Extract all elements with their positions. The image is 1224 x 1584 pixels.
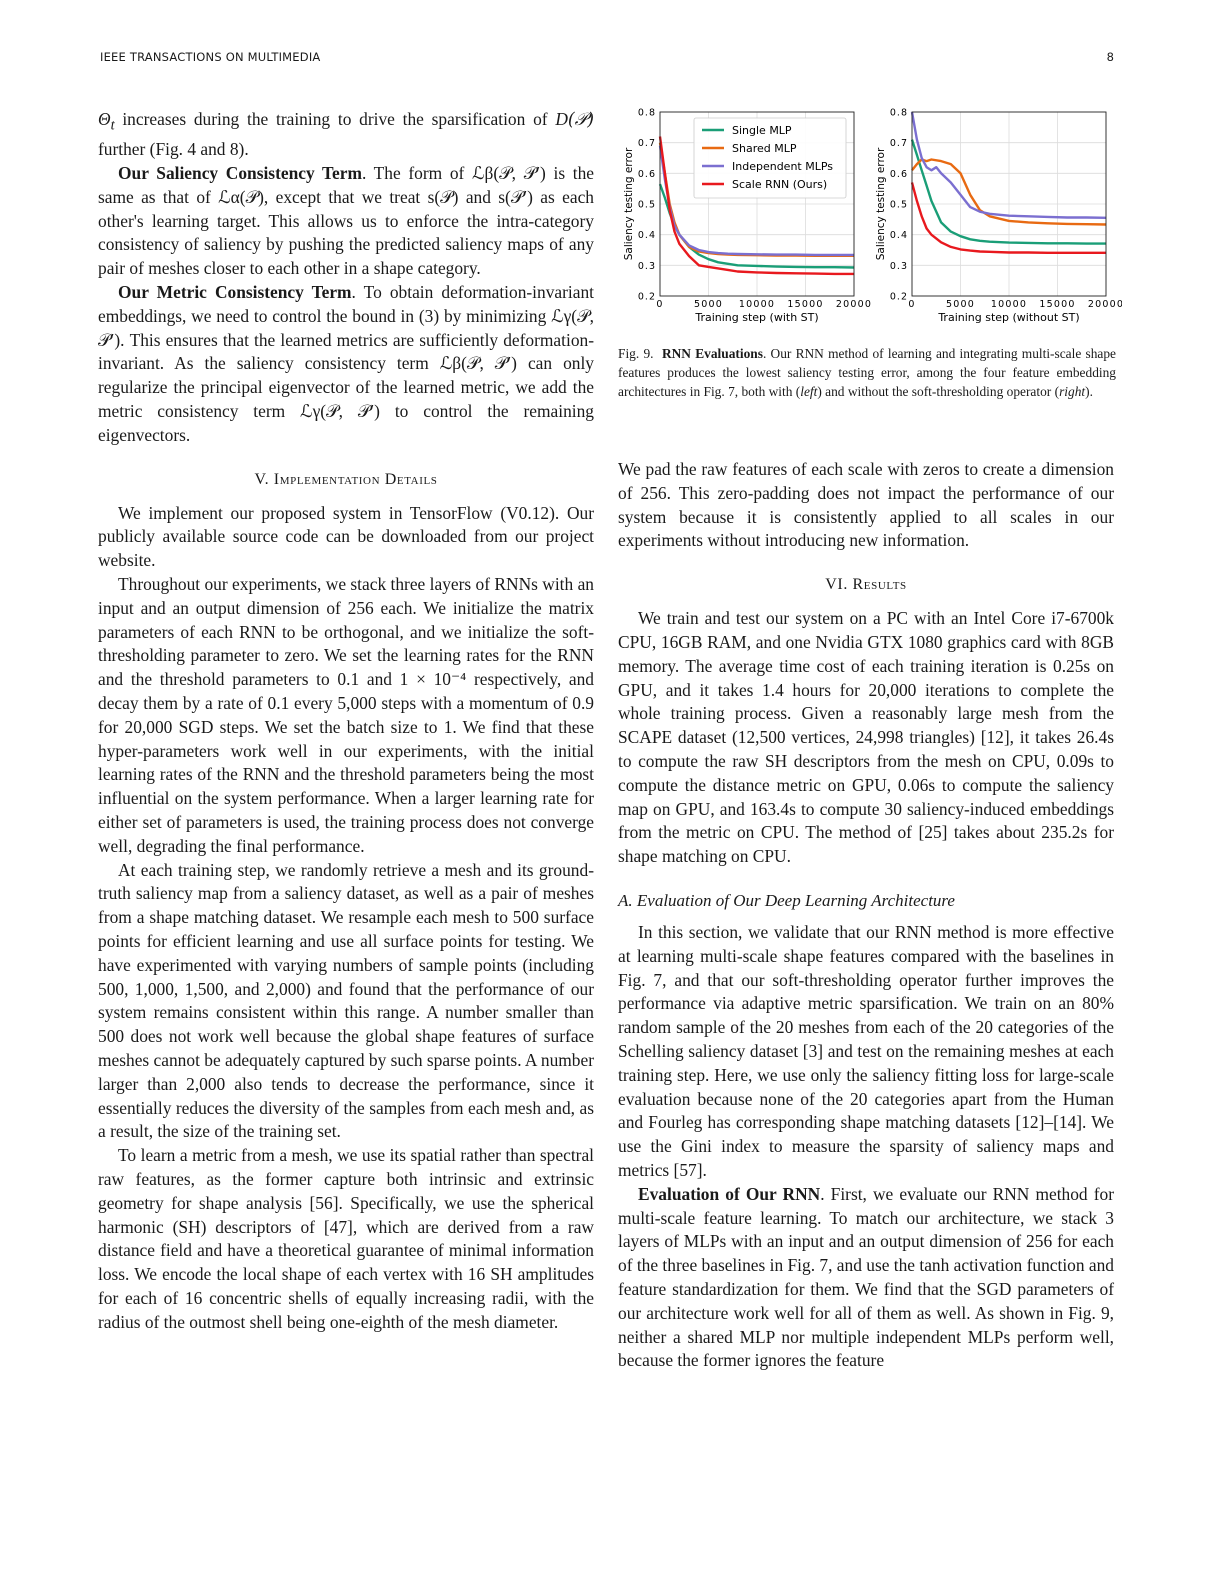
caption-text-a: . Our RNN method of learning and integrating multi-scale shape features produces the lowest saliency testing error, among the four feature embedding architectures in Fig. 7, both with ( bbox=[618, 346, 1116, 399]
caption-text-c: ). bbox=[1085, 384, 1093, 399]
chart2-x-tick-label: 0 bbox=[908, 299, 916, 310]
paragraph-zero-padding: We pad the raw features of each scale with zeros to create a dimension of 256. This zero-padding does not impact the performance of our system because it is consistently applied to all scales in our experiments without introducing new information. bbox=[618, 459, 1114, 551]
metric-consistency-body: . To obtain deformation-invariant embeddings, we need to control the bound in (3) by minimizing ℒγ(𝒫, 𝒫′). This ensures that the learned metrics are sufficiently deformation-invariant. As the saliency consistency term ℒβ(𝒫, 𝒫′) can only regularize the principal eigenvector of the learned metric, we add the metric consistency term ℒγ(𝒫, 𝒫′) to control the remaining eigenvectors. bbox=[98, 282, 594, 445]
p1-text: increases during the training to drive the sparsification of bbox=[114, 109, 556, 129]
paragraph-rnn-evaluation bbox=[618, 1183, 1114, 1373]
paragraph-evaluation: In this section, we validate that our RNN method is more effective at learning multi-scale shape features compared with the baselines in Fig. 7, and that our soft-thresholding operator further improves the performance via adaptive metric sparsification. We train on an 80% random sample of the 20 meshes from each of the 20 categories of the Schelling saliency dataset [3] and test on the remaining meshes at each training step. Here, we use only the saliency fitting loss for large-scale evaluation because none of the 20 categories apart from the Human and Fourleg has corresponding shape matching datasets [12]–[14]. We use the Gini index to measure the sparsity of saliency maps and metrics [57]. bbox=[618, 921, 1114, 1180]
chart2-x-tick-label: 20000 bbox=[1087, 299, 1122, 310]
paragraph-implementation: We implement our proposed system in TensorFlow (V0.12). Our publicly available source code can be downloaded from our project website. bbox=[98, 502, 594, 571]
chart2-y-tick-label: 0.7 bbox=[889, 138, 908, 150]
figure-9-plots bbox=[612, 106, 1122, 336]
right-column bbox=[618, 458, 1114, 1373]
caption-label: Fig. 9. bbox=[618, 346, 654, 361]
chart2-y-tick-label: 0.8 bbox=[889, 107, 908, 119]
rnn-evaluation-heading: Evaluation of Our RNN bbox=[638, 1183, 821, 1204]
chart1-y-tick-label: 0.4 bbox=[637, 230, 656, 242]
section-vi-title: VI. Results bbox=[825, 576, 907, 594]
paragraph-hardware: We train and test our system on a PC with an Intel Core i7-6700k CPU, 16GB RAM, and one Nvidia GTX 1080 graphics card with 8GB memory. The average time cost of each training iteration is 0.25s on GPU, and it takes 1.4 hours for 20,000 iterations to complete the whole training process. Given a reasonably large mesh from the SCAPE dataset (12,500 vertices, 24,998 triangles) [12], it takes 26.4s to compute the raw SH descriptors from the mesh on CPU, 0.09s to compute the distance metric on GPU, 0.06s to compute the saliency map on GPU, and 163.4s to compute 30 saliency-induced embeddings from the metric on CPU. The method of [25] takes about 235.2s for shape matching on CPU. bbox=[618, 608, 1114, 867]
chart1-y-tick-label: 0.8 bbox=[637, 107, 656, 119]
chart2-y-tick-label: 0.2 bbox=[889, 291, 908, 303]
saliency-consistency-heading: Our Saliency Consistency Term bbox=[118, 163, 362, 184]
section-v-title: V. Implementation Details bbox=[254, 470, 438, 488]
paragraph-training-step: At each training step, we randomly retrieve a mesh and its ground-truth saliency map from a saliency dataset, as well as a pair of meshes from a shape matching dataset. We resample each mesh to 500 surface points for efficient learning and use all surface points for testing. We have experimented with varying numbers of sample points (including 500, 1,000, 1,500, and 2,000) and found that the performance of our system remains consistent within this range. A number smaller than 500 does not work well because the global shape features of surface meshes cannot be adequately captured by such sparse points. A number larger than 2,000 also tends to decrease the performance, since it essentially reduces the diversity of the samples from each mesh and, as a result, the size of the training set. bbox=[98, 859, 594, 1142]
chart2-y-axis-label: Saliency testing error bbox=[875, 147, 887, 261]
chart1-x-tick-label: 0 bbox=[656, 299, 664, 310]
caption-left: left bbox=[800, 384, 818, 399]
chart2-x-tick-label: 5000 bbox=[946, 299, 975, 310]
paragraph-saliency-consistency bbox=[98, 162, 594, 281]
journal-header: IEEE TRANSACTIONS ON MULTIMEDIA bbox=[100, 50, 321, 64]
chart1-x-tick-label: 10000 bbox=[738, 299, 776, 310]
theta-symbol: Θ bbox=[98, 109, 111, 129]
d-symbol: D bbox=[555, 109, 568, 129]
paragraph-sh-descriptors: To learn a metric from a mesh, we use its spatial rather than spectral raw features, as the former capture both intrinsic and extrinsic geometry for shape analysis [56]. Specifically, we use the spherical harmonic (SH) descriptors of [47], which are derived from a raw distance field and have a theoretical guarantee of minimal information loss. We encode the local shape of each vertex with 16 SH amplitudes for each of 16 concentric shells of equally increasing radii, with the radius of the outmost shell being one-eighth of the mesh diameter. bbox=[98, 1145, 594, 1332]
chart2-x-tick-label: 10000 bbox=[990, 299, 1028, 310]
chart1-y-axis-label: Saliency testing error bbox=[623, 147, 635, 261]
chart2-y-tick-label: 0.3 bbox=[889, 260, 908, 272]
chart1-y-tick-label: 0.5 bbox=[637, 199, 656, 211]
chart2-y-tick-label: 0.4 bbox=[889, 230, 908, 242]
caption-right: right bbox=[1059, 384, 1086, 399]
d-arg: (𝒫) bbox=[567, 110, 594, 130]
page-number: 8 bbox=[1106, 50, 1114, 64]
saliency-consistency-body: . The form of ℒβ(𝒫, 𝒫′) is the same as that of ℒα(𝒫), except that we treat s(𝒫) and s(𝒫′) as each other's learning target. This allows us to enforce the intra-category consistency of saliency by pushing the predicted saliency maps of any pair of meshes closer to each other in a shape category. bbox=[98, 163, 595, 279]
chart2-x-tick-label: 15000 bbox=[1039, 299, 1076, 310]
chart1-y-tick-label: 0.6 bbox=[637, 168, 656, 180]
paragraph-metric-consistency bbox=[98, 281, 594, 448]
chart1-x-tick-label: 5000 bbox=[694, 299, 723, 310]
subsection-a-title: A. Evaluation of Our Deep Learning Architecture bbox=[618, 890, 955, 910]
chart1-y-tick-label: 0.3 bbox=[637, 260, 656, 272]
chart1-legend-label: Single MLP bbox=[732, 124, 792, 137]
figure-9-caption bbox=[618, 344, 1116, 401]
chart1-y-tick-label: 0.7 bbox=[637, 138, 656, 150]
chart2-x-axis-label: Training step (without ST) bbox=[938, 311, 1080, 324]
chart1-y-tick-label: 0.2 bbox=[637, 291, 656, 303]
metric-consistency-heading: Our Metric Consistency Term bbox=[118, 282, 352, 303]
chart1-x-tick-label: 15000 bbox=[787, 299, 824, 310]
rnn-evaluation-body: . First, we evaluate our RNN method for multi-scale feature learning. To match our architecture, we stack 3 layers of MLPs with an input and an output dimension of 256 for each of the three baselines in Fig. 7, and use the tanh activation function and feature standardization for them. We find that the SGD parameters of our architecture work well for all of them as well. As shown in Fig. 9, neither a shared MLP nor multiple independent MLPs perform well, because the former ignores the feature bbox=[618, 1183, 1114, 1371]
caption-bold: RNN Evaluations bbox=[661, 346, 763, 361]
left-column bbox=[98, 108, 594, 1335]
theta-subscript: t bbox=[110, 117, 115, 134]
chart1-x-tick-label: 20000 bbox=[835, 299, 873, 310]
figure-9 bbox=[612, 106, 1122, 336]
chart2-y-tick-label: 0.5 bbox=[889, 199, 908, 211]
chart1-legend-label: Scale RNN (Ours) bbox=[732, 178, 828, 191]
paragraph-theta bbox=[98, 108, 594, 162]
chart2-y-tick-label: 0.6 bbox=[889, 168, 908, 180]
p1-tail: further (Fig. 4 and 8). bbox=[98, 139, 249, 160]
chart1-legend-label: Independent MLPs bbox=[732, 160, 834, 173]
chart1-legend-label: Shared MLP bbox=[732, 142, 797, 155]
chart1-x-axis-label: Training step (with ST) bbox=[695, 311, 819, 324]
caption-text-b: ) and without the soft-thresholding operator ( bbox=[817, 384, 1060, 399]
paragraph-rnn-layers: Throughout our experiments, we stack three layers of RNNs with an input and an output dimension of 256 each. We initialize the matrix parameters of each RNN to be orthogonal, and we initialize the soft-thresholding parameter to zero. We set the learning rates for the RNN and the threshold parameters to 0.1 and 1 × 10⁻⁴ respectively, and decay them by a rate of 0.1 every 5,000 steps with a momentum of 0.9 for 20,000 SGD steps. We set the batch size to 1. We find that these hyper-parameters work well in our experiments, with the initial learning rates of the RNN and the threshold parameters being the most influential on the system performance. When a larger learning rate for either set of parameters is used, the training process does not converge well, degrading the final performance. bbox=[98, 574, 594, 856]
